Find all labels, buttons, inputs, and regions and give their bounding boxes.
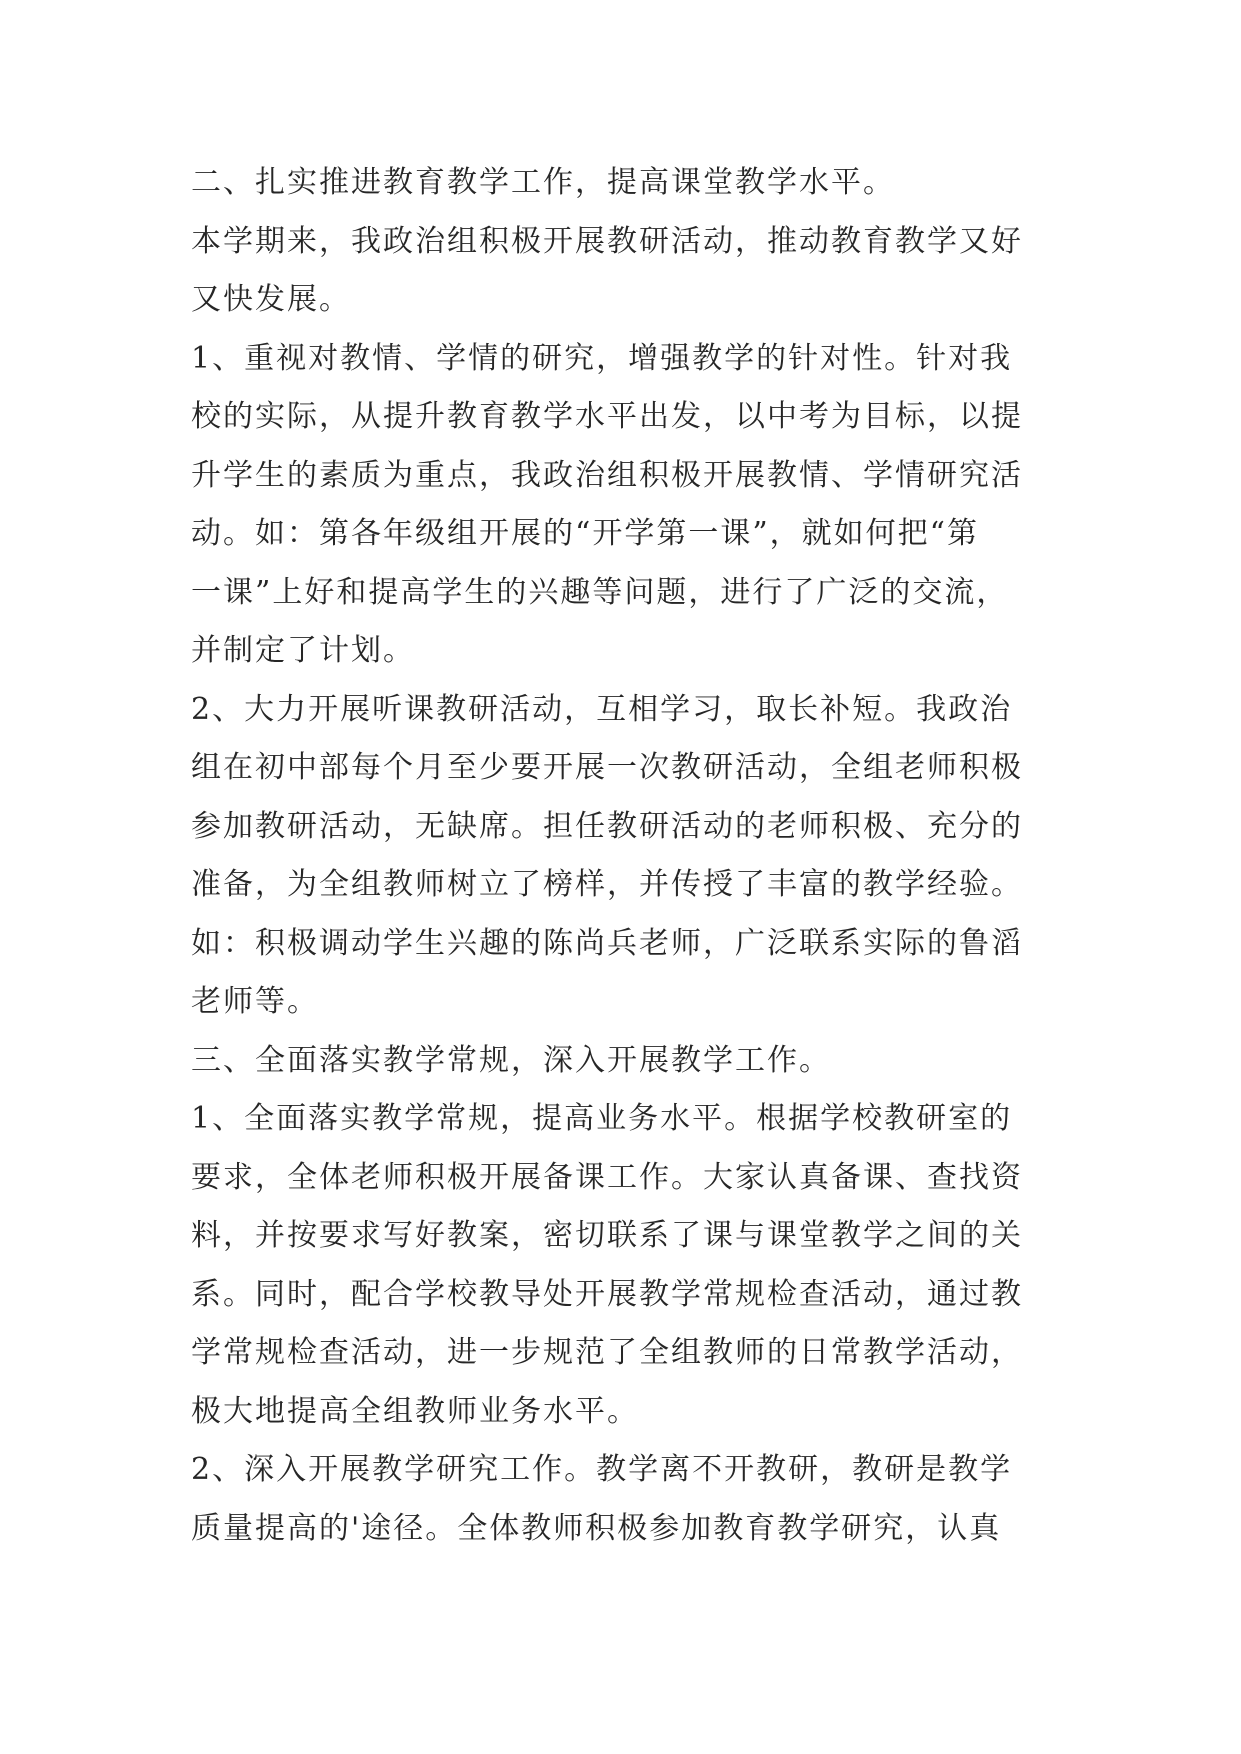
paragraph-line: 本学期来，我政治组积极开展教研活动，推动教育教学又好 <box>191 223 1023 259</box>
paragraph-line: 又快发展。 <box>191 282 351 317</box>
paragraph-line: 2、大力开展听课教研活动，互相学习，取长补短。我政治 <box>191 691 1013 727</box>
paragraph-line: 准备，为全组教师树立了榜样，并传授了丰富的教学经验。 <box>191 867 1023 902</box>
paragraph-line: 参加教研活动，无缺席。担任教研活动的老师积极、充分的 <box>191 808 1023 844</box>
paragraph-line: 如：积极调动学生兴趣的陈尚兵老师，广泛联系实际的鲁滔 <box>191 925 1023 961</box>
paragraph-line: 1、全面落实教学常规，提高业务水平。根据学校教研室的 <box>191 1101 1013 1136</box>
paragraph-line: 老师等。 <box>191 984 319 1019</box>
paragraph-line: 系。同时，配合学校教导处开展教学常规检查活动，通过教 <box>191 1276 1023 1312</box>
section-heading-3: 三、全面落实教学常规，深入开展教学工作。 <box>191 1042 831 1078</box>
paragraph-line: 质量提高的'途径。全体教师积极参加教育教学研究，认真 <box>191 1510 1002 1546</box>
paragraph-line: 料，并按要求写好教案，密切联系了课与课堂教学之间的关 <box>191 1218 1023 1253</box>
paragraph-line: 一课”上好和提高学生的兴趣等问题，进行了广泛的交流， <box>191 574 1009 610</box>
paragraph-line: 2、深入开展教学研究工作。教学离不开教研，教研是教学 <box>191 1452 1013 1487</box>
paragraph-line: 组在初中部每个月至少要开展一次教研活动，全组老师积极 <box>191 750 1023 785</box>
document-body <box>191 154 1051 1558</box>
paragraph-line: 并制定了计划。 <box>191 633 415 668</box>
paragraph-line: 要求，全体老师积极开展备课工作。大家认真备课、查找资 <box>191 1159 1023 1195</box>
paragraph-line: 升学生的素质为重点，我政治组积极开展教情、学情研究活 <box>191 457 1023 493</box>
paragraph-line: 1、重视对教情、学情的研究，增强教学的针对性。针对我 <box>191 340 1013 376</box>
paragraph-line: 校的实际，从提升教育教学水平出发，以中考为目标，以提 <box>191 399 1023 434</box>
paragraph-line: 学常规检查活动，进一步规范了全组教师的日常教学活动， <box>191 1335 1023 1370</box>
paragraph-line: 极大地提高全组教师业务水平。 <box>191 1393 639 1429</box>
paragraph-line: 动。如：第各年级组开展的“开学第一课”，就如何把“第 <box>191 516 980 551</box>
section-heading-2: 二、扎实推进教育教学工作，提高课堂教学水平。 <box>191 165 895 200</box>
